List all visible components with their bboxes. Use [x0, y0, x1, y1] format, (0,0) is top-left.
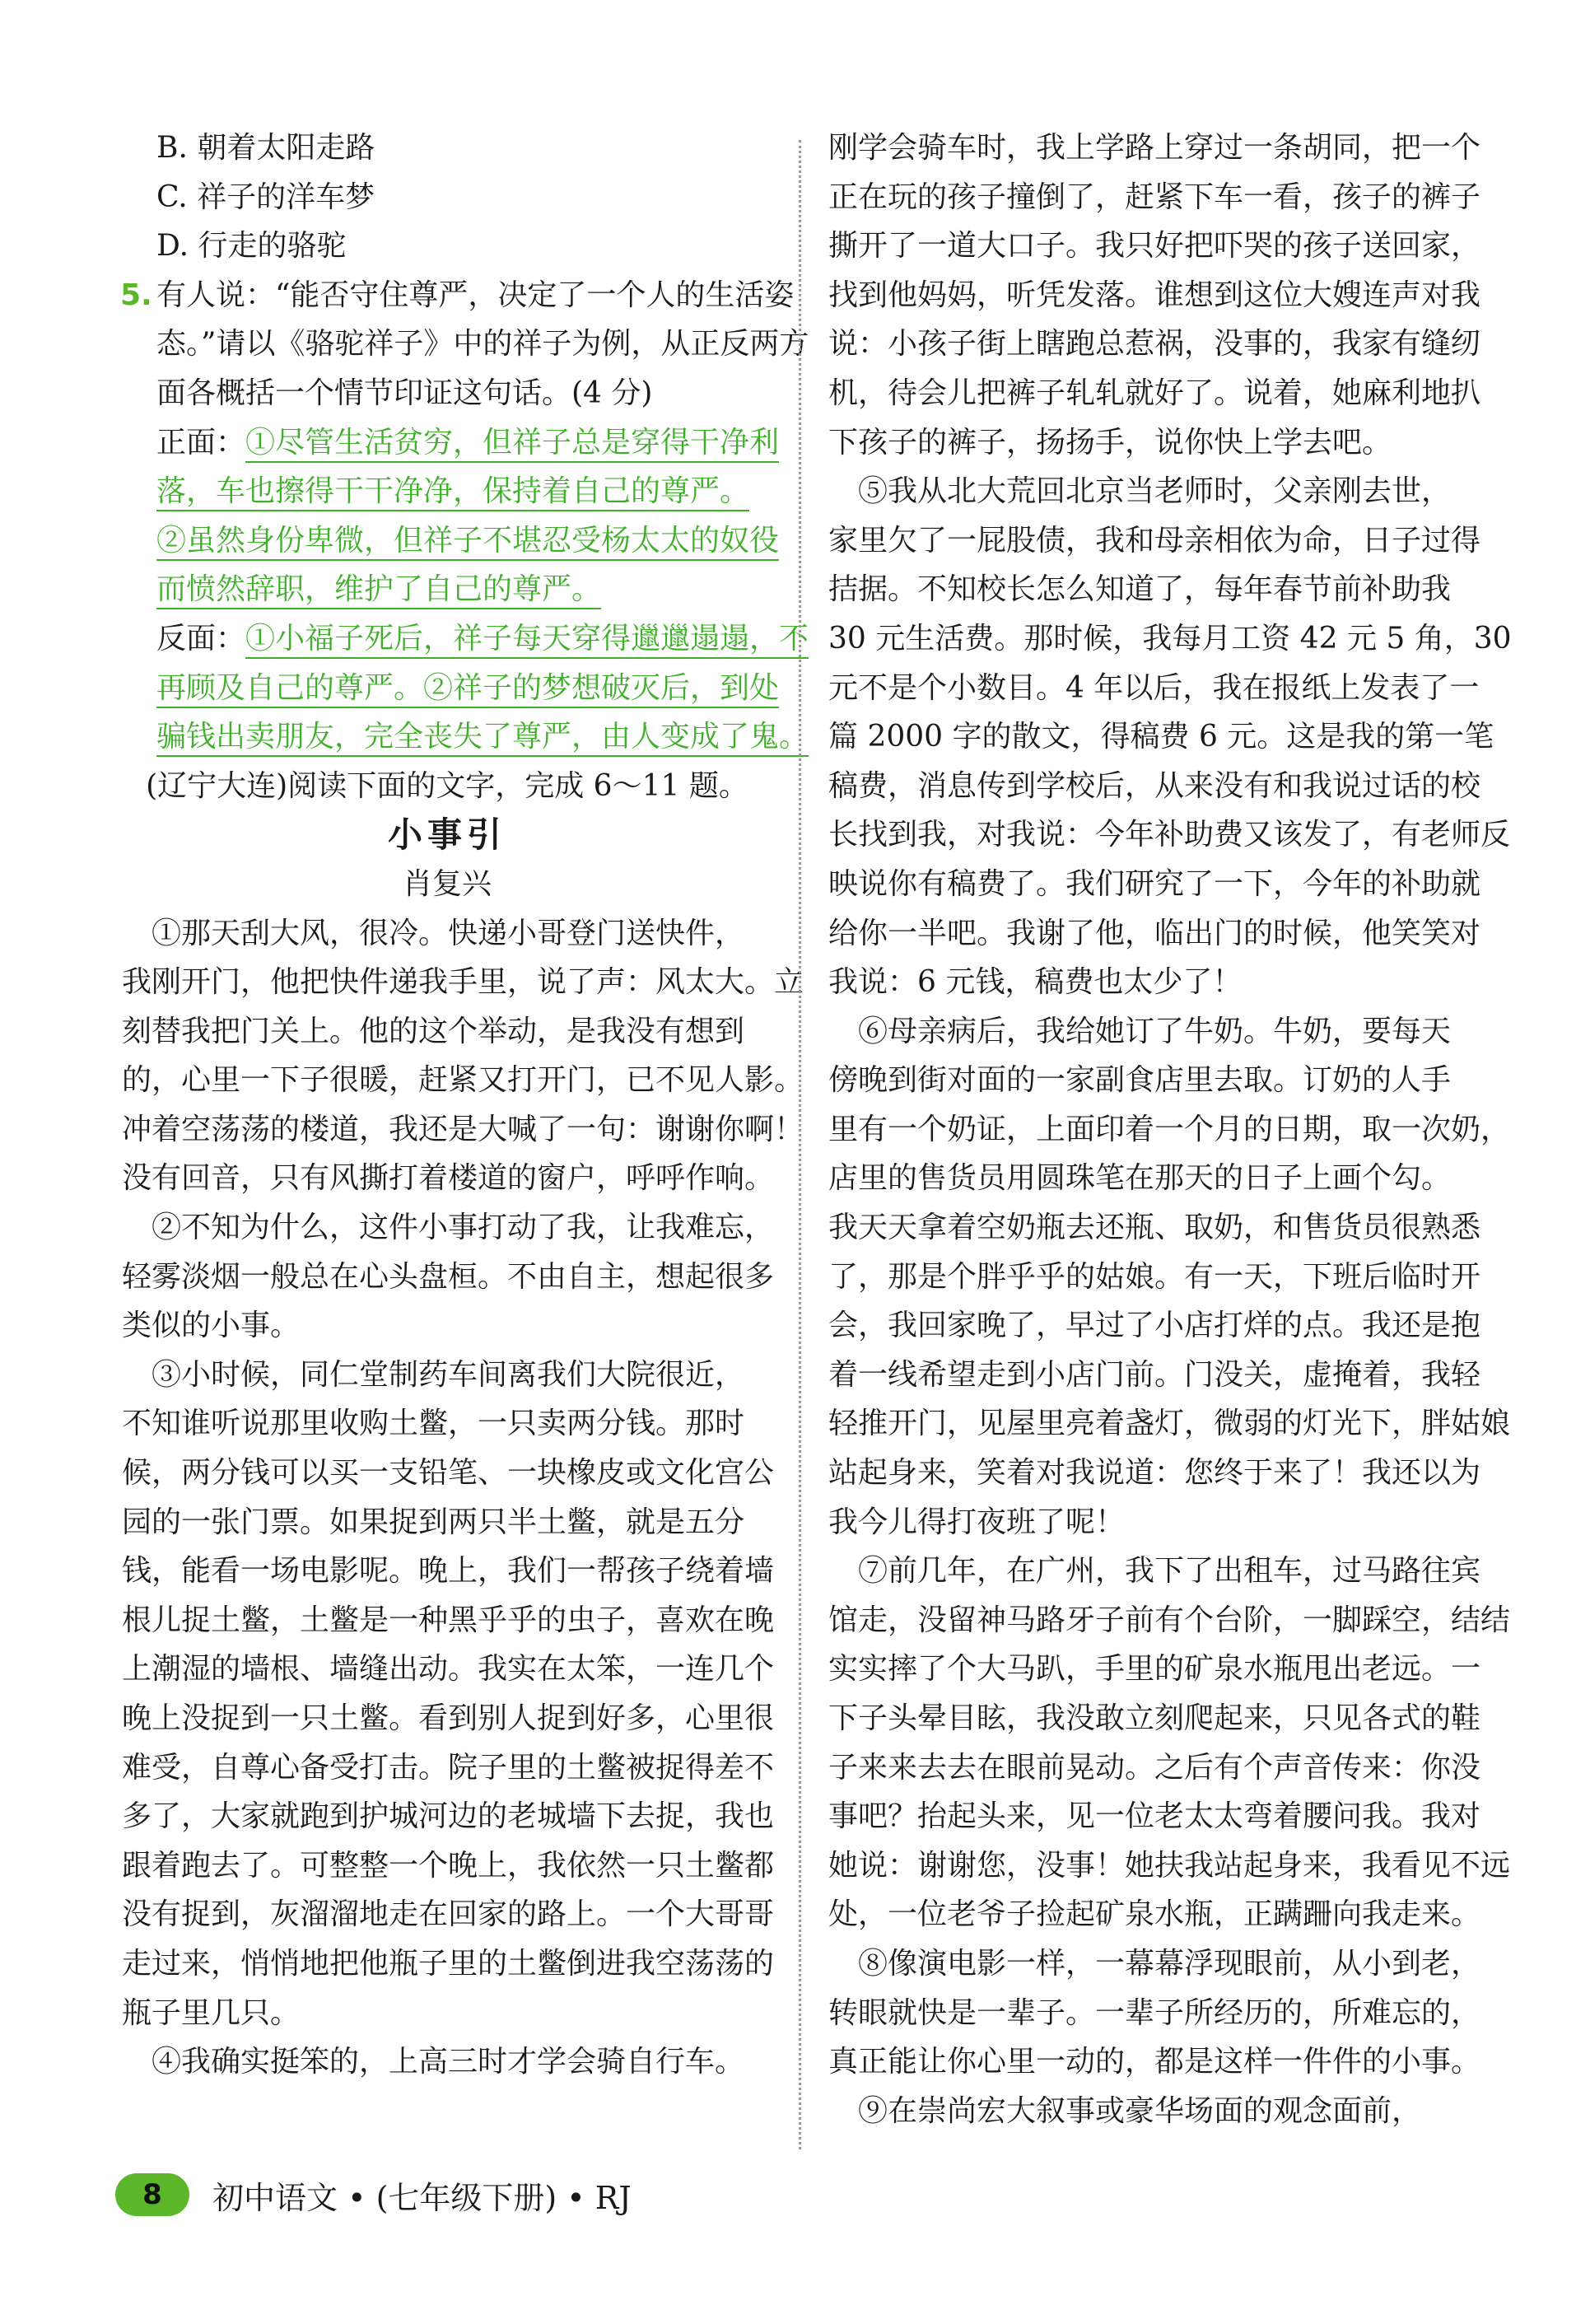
page-number-badge: 8	[115, 2173, 189, 2216]
right-column	[828, 124, 1512, 2135]
answer-line	[122, 565, 772, 614]
paragraph-line: ⑦前几年，在广州，我下了出租车，过马路往宾	[858, 1554, 1481, 1589]
answer-line	[122, 664, 780, 713]
article-body-right	[828, 124, 1512, 2135]
paragraph-line: 候，两分钱可以买一支铅笔、一块橡皮或文化宫公	[122, 1456, 775, 1491]
paragraph-line: ⑥母亲病后，我给她订了牛奶。牛奶，要每天	[858, 1014, 1452, 1048]
paragraph-line: 晚上没捉到一只土鳖。看到别人捉到好多，心里很	[122, 1701, 775, 1735]
page-footer	[115, 2170, 632, 2219]
paragraph-line: 我说：6 元钱，稿费也太少了！	[828, 965, 1243, 1000]
paragraph-line: 说：小孩子街上瞎跑总惹祸，没事的，我家有缝纫	[828, 327, 1481, 362]
paragraph-line: 真正能让你心里一动的，都是这样一件件的小事。	[828, 2045, 1481, 2079]
answer-line	[122, 516, 780, 566]
paragraph-line: 走过来，悄悄地把他瓶子里的土鳖倒进我空荡荡的	[122, 1946, 775, 1981]
negative-answer	[122, 614, 809, 664]
paragraph-line: 我刚开门，他把快件递我手里，说了声：风太大。立	[122, 965, 804, 1000]
paragraph-line: 轻推开门，见屋里亮着盏灯，微弱的灯光下，胖姑娘	[828, 1407, 1511, 1441]
option-c: C. 祥子的洋车梦	[156, 180, 375, 214]
paragraph-line: 下孩子的裤子，扬扬手，说你快上学去吧。	[828, 425, 1392, 460]
paragraph-line: 冲着空荡荡的楼道，我还是大喊了一句：谢谢你啊！	[122, 1112, 804, 1146]
paragraph-line: 她说：谢谢您，没事！她扶我站起身来，我看见不远	[828, 1848, 1511, 1883]
paragraph-line: 瓶子里几只。	[122, 1995, 301, 2030]
paragraph-line: 实实摔了个大马趴，手里的矿泉水瓶甩出老远。一	[828, 1652, 1481, 1687]
paragraph-line: 钱，能看一场电影呢。晚上，我们一帮孩子绕着墙	[122, 1554, 775, 1589]
paragraph-line: ⑤我从北大荒回北京当老师时，父亲刚去世，	[858, 474, 1452, 509]
paragraph-line: 的，心里一下子很暖，赶紧又打开门，已不见人影。	[122, 1063, 804, 1098]
paragraph-line: ④我确实挺笨的，上高三时才学会骑自行车。	[152, 2045, 745, 2079]
paragraph-line: 元不是个小数目。4 年以后，我在报纸上发表了一	[828, 670, 1480, 705]
article-author: 肖复兴	[402, 866, 492, 901]
paragraph-line: ⑧像演电影一样，一幕幕浮现眼前，从小到老，	[858, 1946, 1481, 1981]
paragraph-line: 馆走，没留神马路牙子前有个台阶，一脚踩空，结结	[828, 1603, 1511, 1637]
question-line: 有人说：“能否守住尊严，决定了一个人的生活姿	[156, 278, 795, 312]
article-title: 小事引	[387, 814, 506, 856]
paragraph-line: 找到他妈妈，听凭发落。谁想到这位大嫂连声对我	[828, 278, 1481, 312]
paragraph-line: 上潮湿的墙根、墙缝出动。我实在太笨，一连几个	[122, 1652, 775, 1687]
answer-text: ①尽管生活贫穷，但祥子总是穿得干净利	[245, 426, 779, 463]
left-column	[120, 124, 809, 2087]
paragraph-line: 店里的售货员用圆珠笔在那天的日子上画个勾。	[828, 1161, 1452, 1196]
paragraph-line: 了，那是个胖乎乎的姑娘。有一天，下班后临时开	[828, 1259, 1481, 1294]
answer-line	[122, 712, 809, 762]
paragraph-line: 拮据。不知校长怎么知道了，每年春节前补助我	[828, 572, 1452, 607]
paragraph-line: 根儿捉土鳖，土鳖是一种黑乎乎的虫子，喜欢在晚	[122, 1603, 775, 1637]
paragraph-line: 稿费，消息传到学校后，从来没有和我说过话的校	[828, 768, 1481, 803]
paragraph-line: 没有捉到，灰溜溜地走在回家的路上。一个大哥哥	[122, 1897, 775, 1932]
paragraph-line: 子来来去去在眼前晃动。之后有个声音传来：你没	[828, 1750, 1481, 1785]
option-d: D. 行走的骆驼	[156, 229, 347, 264]
paragraph-line: 正在玩的孩子撞倒了，赶紧下车一看，孩子的裤子	[828, 180, 1481, 214]
paragraph-line: 难受，自尊心备受打击。院子里的土鳖被捉得差不	[122, 1750, 775, 1785]
paragraph-line: 傍晚到街对面的一家副食店里去取。订奶的人手	[828, 1063, 1452, 1098]
answer-text: ②虽然身份卑微，但祥子不堪忍受杨太太的奴役	[156, 524, 779, 561]
paragraph-line: 事吧？抬起头来，见一位老太太弯着腰问我。我对	[828, 1799, 1481, 1834]
answer-text: 落，车也擦得干干净净，保持着自己的尊严。	[156, 474, 749, 511]
paragraph-line: 转眼就快是一辈子。一辈子所经历的，所难忘的，	[828, 1995, 1481, 2030]
paragraph-line: 没有回音，只有风撕打着楼道的窗户，呼呼作响。	[122, 1161, 775, 1196]
paragraph-line: 跟着跑去了。可整整一个晚上，我依然一只土鳖都	[122, 1848, 775, 1883]
answer-text: 再顾及自己的尊严。②祥子的梦想破灭后，到处	[156, 671, 779, 708]
paragraph-line: 我今儿得打夜班了呢！	[828, 1505, 1126, 1539]
paragraph-line: ②不知为什么，这件小事打动了我，让我难忘，	[152, 1211, 775, 1245]
paragraph-line: 多了，大家就跑到护城河边的老城墙下去捉，我也	[122, 1799, 775, 1834]
paragraph-line: 站起身来，笑着对我说道：您终于来了！我还以为	[828, 1456, 1481, 1491]
paragraph-line: 下子头晕目眩，我没敢立刻爬起来，只见各式的鞋	[828, 1701, 1481, 1735]
paragraph-line: ⑨在崇尚宏大叙事或豪华场面的观念面前，	[858, 2093, 1422, 2128]
paragraph-line: ③小时候，同仁堂制药车间离我们大院很近，	[152, 1357, 745, 1392]
book-title: 初中语文 • (七年级下册) • RJ	[212, 2179, 632, 2216]
paragraph-line: 我天天拿着空奶瓶去还瓶、取奶，和售货员很熟悉	[828, 1211, 1481, 1245]
question-line: 态。”请以《骆驼祥子》中的祥子为例，从正反两方	[156, 327, 809, 362]
paragraph-line: 园的一张门票。如果捉到两只半土鳖，就是五分	[122, 1505, 745, 1539]
paragraph-line: 撕开了一道大口子。我只好把吓哭的孩子送回家，	[828, 229, 1481, 264]
answer-line	[122, 467, 772, 516]
paragraph-line: 里有一个奶证，上面印着一个月的日期，取一次奶，	[828, 1112, 1511, 1146]
column-divider	[799, 140, 801, 2149]
paragraph-line: 刻替我把门关上。他的这个举动，是我没有想到	[122, 1014, 745, 1048]
positive-label: 正面：	[156, 425, 246, 460]
article-body-left	[122, 909, 804, 2087]
answer-text: 骗钱出卖朋友，完全丧失了尊严，由人变成了鬼。	[156, 720, 809, 757]
paragraph-line: 会，我回家晚了，早过了小店打烊的点。我还是抱	[828, 1309, 1481, 1343]
negative-label: 反面：	[156, 621, 246, 656]
answer-text: ①小福子死后，祥子每天穿得邋邋遢遢，不	[245, 622, 809, 659]
paragraph-line: 家里欠了一屁股债，我和母亲相依为命，日子过得	[828, 523, 1481, 558]
paragraph-line: 给你一半吧。我谢了他，临出门的时候，他笑笑对	[828, 916, 1481, 950]
option-b: B. 朝着太阳走路	[156, 131, 375, 165]
paragraph-line: 30 元生活费。那时候，我每月工资 42 元 5 角，30	[828, 621, 1512, 656]
paragraph-line: 处，一位老爷子捡起矿泉水瓶，正蹒跚向我走来。	[828, 1897, 1481, 1932]
positive-answer	[122, 418, 780, 468]
answer-text: 而愤然辞职，维护了自己的尊严。	[156, 572, 601, 609]
paragraph-line: 轻雾淡烟一般总在心头盘桓。不由自主，想起很多	[122, 1259, 775, 1294]
paragraph-line: 映说你有稿费了。我们研究了一下，今年的补助就	[828, 866, 1481, 901]
paragraph-line: 机，待会儿把裤子轧轧就好了。说着，她麻利地扒	[828, 376, 1481, 410]
paragraph-line: 长找到我，对我说：今年补助费又该发了，有老师反	[828, 818, 1511, 852]
question-line: 面各概括一个情节印证这句话。(4 分)	[156, 376, 653, 410]
reading-instruction: (辽宁大连)阅读下面的文字，完成 6～11 题。	[146, 768, 748, 803]
paragraph-line: 刚学会骑车时，我上学路上穿过一条胡同，把一个	[828, 131, 1481, 165]
question-5	[120, 271, 809, 762]
paragraph-line: 篇 2000 字的散文，得稿费 6 元。这是我的第一笔	[828, 720, 1494, 754]
question-number: 5.	[120, 278, 152, 312]
paragraph-line: ①那天刮大风，很冷。快递小哥登门送快件，	[152, 916, 745, 950]
paragraph-line: 类似的小事。	[122, 1309, 301, 1343]
paragraph-line: 不知谁听说那里收购土鳖，一只卖两分钱。那时	[122, 1407, 745, 1441]
paragraph-line: 着一线希望走到小店门前。门没关，虚掩着，我轻	[828, 1357, 1481, 1392]
